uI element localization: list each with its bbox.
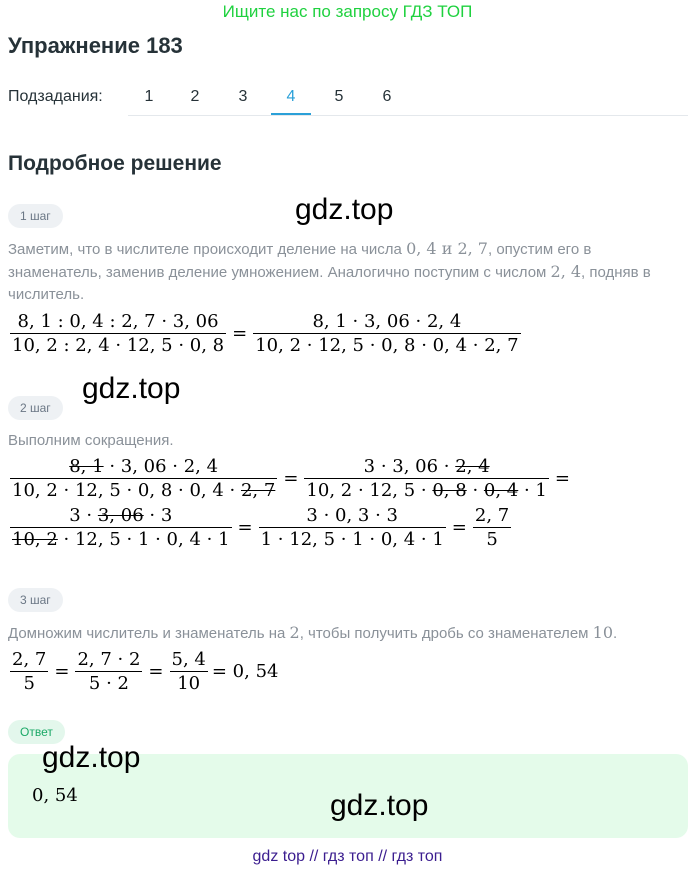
tab-subtask-1[interactable]: 1 xyxy=(144,88,154,105)
tab-subtask-4[interactable]: 4 xyxy=(286,88,296,105)
tab-subtask-3[interactable]: 3 xyxy=(238,88,248,105)
step-2-equation-line-1: $\frac{8, 1 \cdot 3, 06 \cdot 2, 4}{10, 2 \cdot 12, 5 \cdot 0, 8 \cdot 0, 4 \cdot 2, 7}$ = $\frac{3 \cdot 3, 06 \cdot 2, 4}{10, 2 \cdot 12, 5 \cdot 0, 8 \cdot 0, 4 \cdot 1}$ = xyxy=(12,456,570,501)
step-2-text: Выполним сокращения. xyxy=(8,432,174,449)
tab-subtask-6[interactable]: 6 xyxy=(382,88,392,105)
watermark: gdz.top xyxy=(82,372,181,405)
step-1-badge: 1 шаг xyxy=(8,204,63,228)
solution-heading: Подробное решение xyxy=(8,152,222,175)
step-1-equation: $\frac{8, 1 : 0, 4 : 2, 7 \cdot 3, 06}{10, 2 : 2, 4 \cdot 12, 5 \cdot 0, 8}$ = $\frac{8, 1 \cdot 3, 06 \cdot 2, 4}{10, 2 \cdot 12, 5 \cdot 0, 8 \cdot 0, 4 \cdot 2, 7}$ xyxy=(12,311,519,356)
tabs-divider xyxy=(128,115,688,116)
step-3-text: Домножим числитель и знаменатель на 2, чтобы получить дробь со знаменателем 10. xyxy=(8,623,618,642)
footer-links[interactable]: gdz top // гдз топ // гдз топ xyxy=(252,848,443,865)
tab-subtask-2[interactable]: 2 xyxy=(190,88,200,105)
subtasks-label: Подзадания: xyxy=(8,88,103,105)
answer-badge: Ответ xyxy=(8,720,65,744)
step-2-equation-line-2: $\frac{3 \cdot 3, 06 \cdot 3}{10, 2 \cdot 12, 5 \cdot 1 \cdot 0, 4 \cdot 1}$ = $\frac{3 \cdot 0, 3 \cdot 3}{1 \cdot 12, 5 \cdot 1 \cdot 0, 4 \cdot 1}$ = $\frac{2, 7}{5}$ xyxy=(12,505,510,550)
watermark: gdz.top xyxy=(330,789,429,822)
tab-subtask-5[interactable]: 5 xyxy=(334,88,344,105)
step-1-text: Заметим, что в числителе происходит деление на числа 0, 4 и 2, 7, опустим его в знаменатель, заменив деление умножением. Аналогично поступим с числом 2, 4, подняв в числитель. xyxy=(8,239,651,303)
page-title: Упражнение 183 xyxy=(8,33,183,58)
watermark: gdz.top xyxy=(42,741,141,774)
step-3-badge: 3 шаг xyxy=(8,588,63,612)
step-3-equation: $\frac{2, 7}{5}$ = $\frac{2, 7 \cdot 2}{5 \cdot 2}$ = $\frac{5, 4}{10}$ = 0, 54 xyxy=(12,649,279,694)
answer-value: 0, 54 xyxy=(32,785,78,806)
active-tab-indicator xyxy=(271,113,311,115)
watermark: gdz.top xyxy=(295,193,394,226)
search-banner[interactable]: Ищите нас по запросу ГДЗ ТОП xyxy=(222,2,473,21)
step-2-badge: 2 шаг xyxy=(8,396,63,420)
